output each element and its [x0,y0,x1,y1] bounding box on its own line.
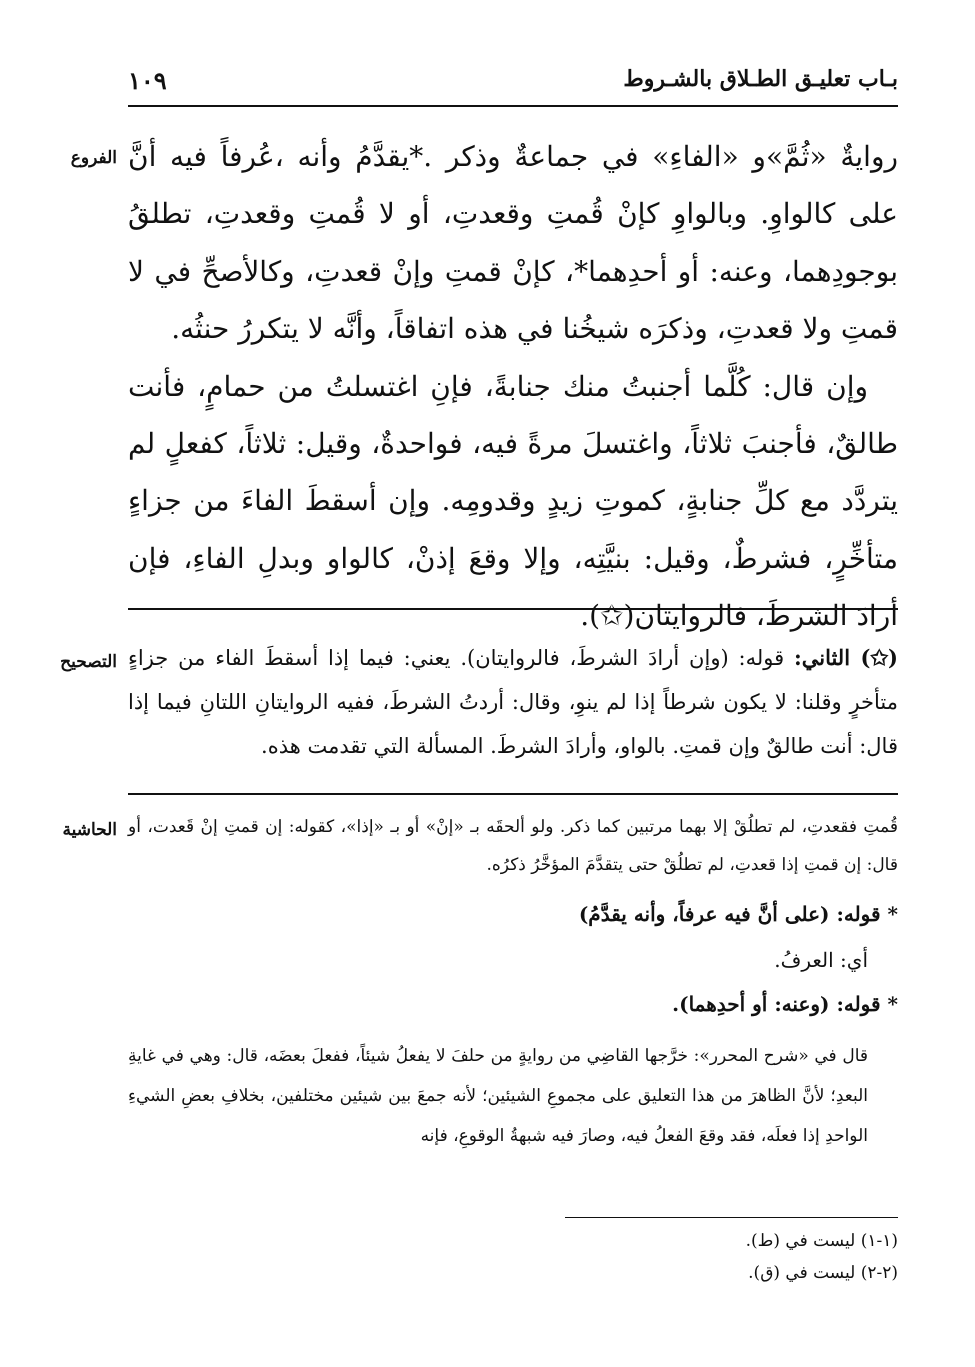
page-header [128,66,898,100]
main-paragraph-2: وإن قال: كُلَّما أجنبتُ منك جنابةً، فإنِ اغتسلتُ من حمامٍ، فأنت طالقٌ، فأجنبَ ثلاثاً، واغتسلَ مرةً فيه، فواحدةٌ، وقيل: ثلاثاً، كفعلٍ لم يتردَّد مع كلِّ جنابةٍ، كموتِ زيدٍ وقدومِه. وإن أسقطَ الفاءَ من جزاءٍ متأخِّرٍ، فشرطٌ، وقيل: بنيَّتِه، وإلا وقعَ إذنْ، كالواو وبدلِ الفاءِ، فإن أرادَ الشرطَ، فالروايتان(✩). [128,369,898,633]
footnotes [128,1225,898,1289]
side-label-hashiya: الحاشية [62,820,117,840]
hashiya-question-2: * قوله: (وعنه: أو أحدِهما). [672,992,898,1016]
hashiya-intro: قُمتِ فقعدتِ، لم تطلُقْ إلا بهما مرتبين كما ذكر. ولو ألحقَه بـ «إنْ» أو بـ «إذا»، كقوله: إن قمتِ إنْ قَعدت، أو قال: إن قمتِ إذا قعدتِ، لم تطلُقْ حتى يتقدَّمَ المؤخَّرُ ذكرُه. [128,817,898,875]
tashih-paragraph [128,636,898,768]
tashih-lead: (✩) الثاني: [793,645,898,670]
chapter-title: بـاب تعليـق الطـلاق بالشـروط [623,66,898,92]
page-number: ١٠٩ [128,66,167,95]
header-divider [128,105,898,107]
side-label-furu: الفروع [70,148,117,168]
tashih-text: قوله: (وإن أرادَ الشرطَ، فالروايتان). يعني: فيما إذا أسقطَ الفاء من جزاءٍ متأخرٍ وقلنا: لا يكون شرطاً إذا لم ينوِ، وقال: أردتُ الشرطَ، ففيه الروايتانِ اللتانِ فيما إذا قال: أنت طالقٌ وإن قمتِ. بالواو، وأرادَ الشرطَ. المسألة التي تقدمت هذه. [128,646,898,758]
main-paragraph-1: روايةٌ «ثُمَّ»و «الفاءِ» في جماعةٌ وذكر .*يقدَّمُ وأنه ،عُرفاً فيه أنَّ على كالواوِ. وبالواوِ كإنْ قُمتِ وقعدتِ، أو لا قُمتِ وقعدتِ، تطلقُ بوجودِهما، وعنه: أو أحدِهما*، كإنْ قمتِ وإنْ قعدتِ، وكالأصحِّ في لا قمتِ ولا قعدتِ، وذكرَه شيخُنا في هذه اتفاقاً، وأنَّه لا يتكررُ حنثُه. [128,140,898,346]
footnote-2: (٢-٢) ليست في (ق). [748,1263,898,1283]
section-divider-hashiya [128,793,898,795]
side-label-tashih: التصحيح [60,652,117,672]
hashiya-quote: قال في «شرح المحرر»: خرَّجها القاضِي من روايةٍ من حلفَ لا يفعلُ شيئاً، ففعلَ بعضَه، قال: وهي في غايةِ البعدِ؛ لأنَّ الظاهرَ من هذا التعليق على مجموعِ الشيئين؛ لأنه جمعَ بين شيئين مختلفين، بخلافِ بعضِ الشيءِ الواحدِ إذا فعلَه، فقد وقعَ الفعلُ فيه، وصارَ فيه شبهةُ الوقوعِ، فإنه [128,1046,868,1146]
footnote-1: (١-١) ليست في (ط). [745,1231,898,1251]
hashiya-question-1: * قوله: (على أنَّ فيه عرفاً، وأنه يقدَّمُ) [578,902,898,926]
section-divider-tashih [128,608,898,610]
hashiya-section [128,808,898,1156]
tashih-section [128,636,898,768]
footnote-divider [565,1217,898,1218]
main-text [128,128,898,645]
hashiya-answer-1: أي: العرفُ. [774,948,868,972]
